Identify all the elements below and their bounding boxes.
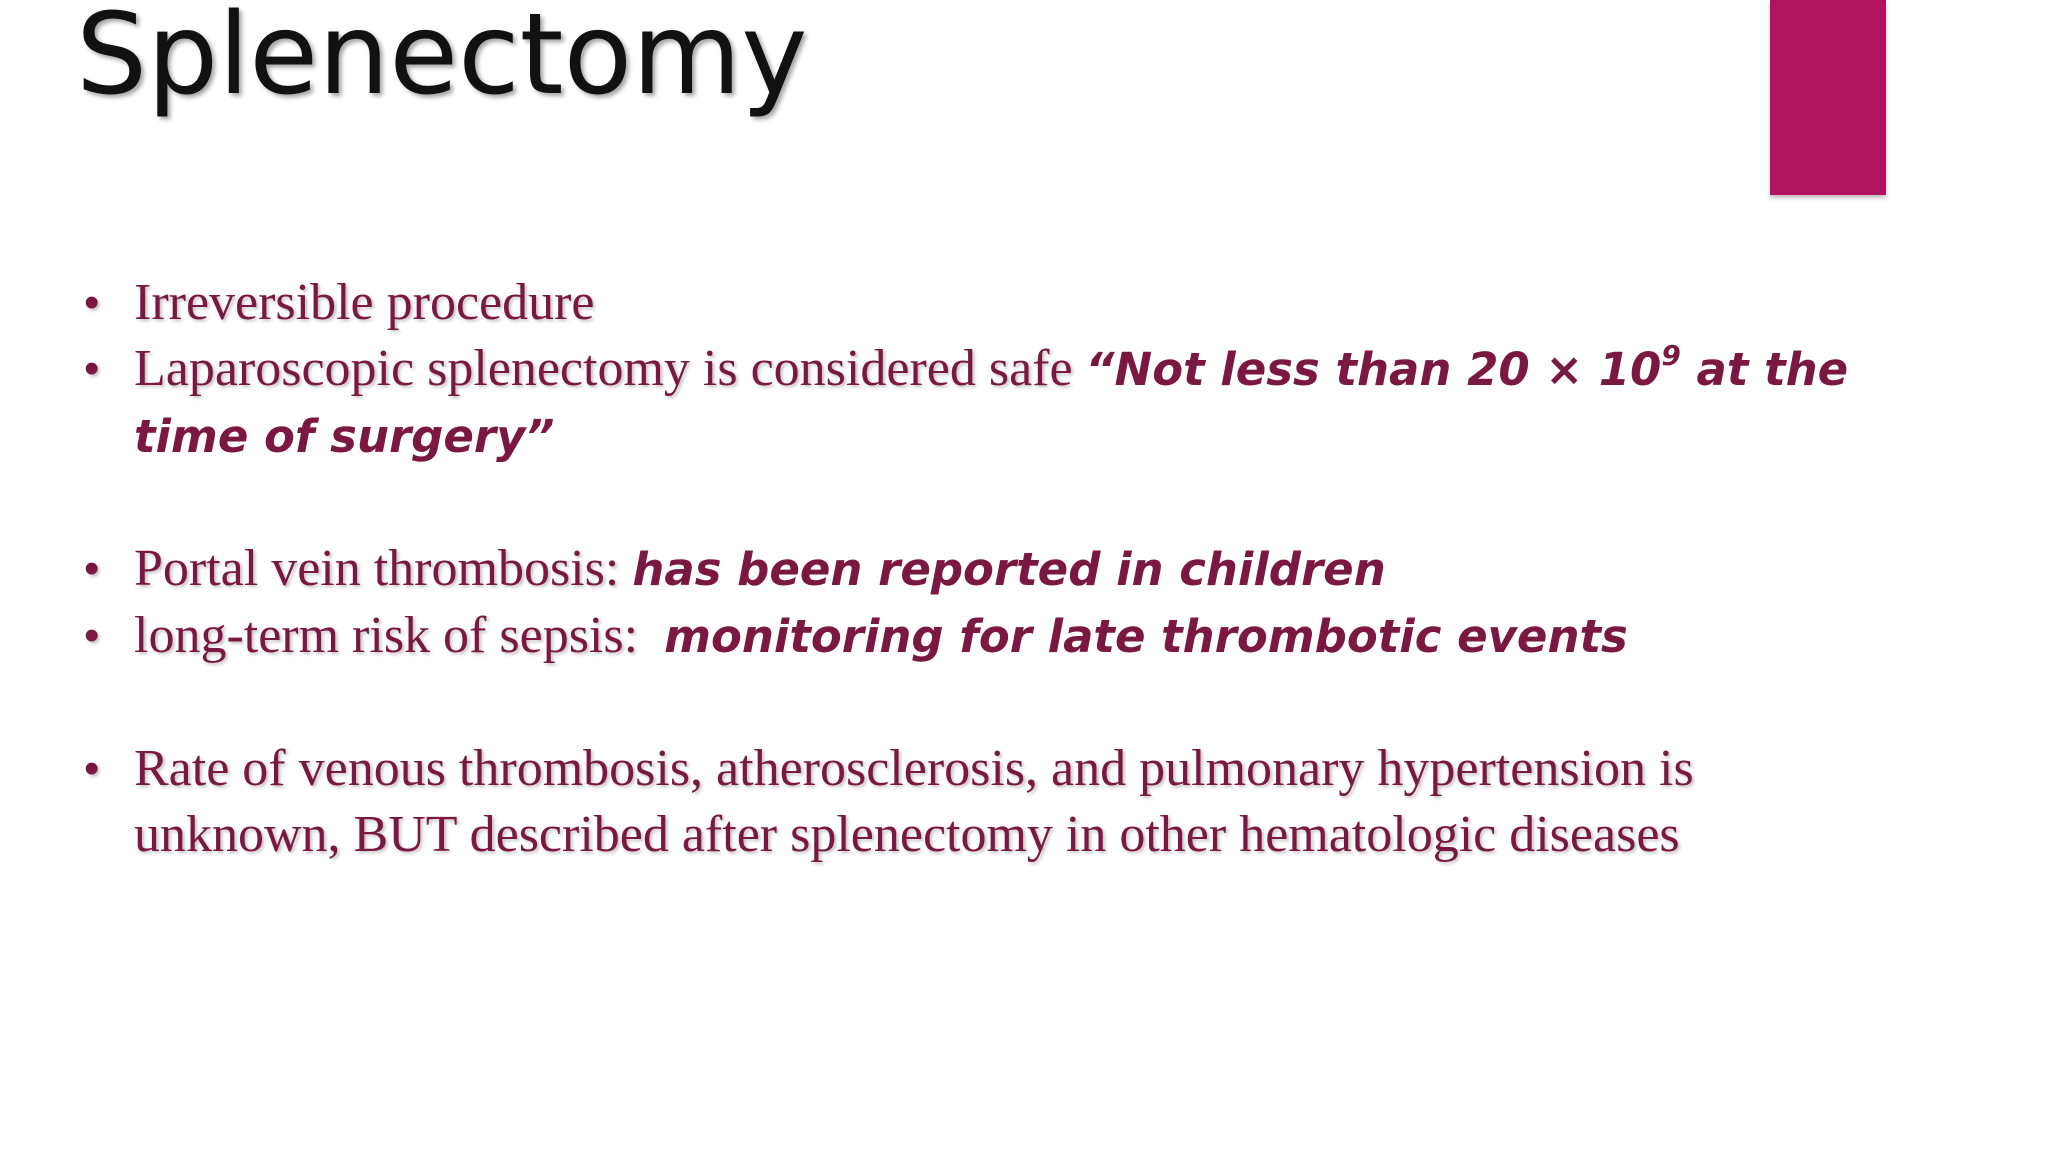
bullet-dot-icon: • — [84, 278, 100, 327]
bullet-item — [84, 270, 1874, 336]
bullet-dot-icon: • — [84, 611, 100, 660]
bullet-text: long-term risk of sepsis: — [134, 607, 665, 664]
bullet-text: Rate of venous thrombosis, atherosclerosis, and pulmonary hypertension is unknown, BUT described after splenectomy in other hematologic diseases — [134, 740, 1694, 863]
emphasis-text-pre: “Not less than 20 × 10 — [1085, 343, 1662, 396]
bullet-emphasis: monitoring for late thrombotic events — [664, 610, 1628, 663]
bullet-item — [84, 336, 1874, 470]
bullet-dot-icon: • — [84, 544, 100, 593]
bullet-text: Laparoscopic splenectomy is considered safe — [134, 340, 1086, 397]
bullet-text: Irreversible procedure — [134, 274, 595, 331]
bullet-dot-icon: • — [84, 344, 100, 393]
bullet-item — [84, 736, 1874, 868]
bullet-emphasis: has been reported in children — [632, 543, 1386, 596]
bullet-text: Portal vein thrombosis: — [134, 540, 633, 597]
accent-bar — [1770, 0, 1886, 195]
bullet-item — [84, 536, 1874, 603]
bullet-list — [84, 270, 1874, 868]
bullet-item — [84, 603, 1874, 670]
slide-title: Splenectomy — [76, 0, 808, 120]
emphasis-text-post: at the time of surgery” — [134, 343, 1849, 463]
emphasis-superscript: 9 — [1661, 339, 1681, 372]
bullet-dot-icon: • — [84, 744, 100, 793]
